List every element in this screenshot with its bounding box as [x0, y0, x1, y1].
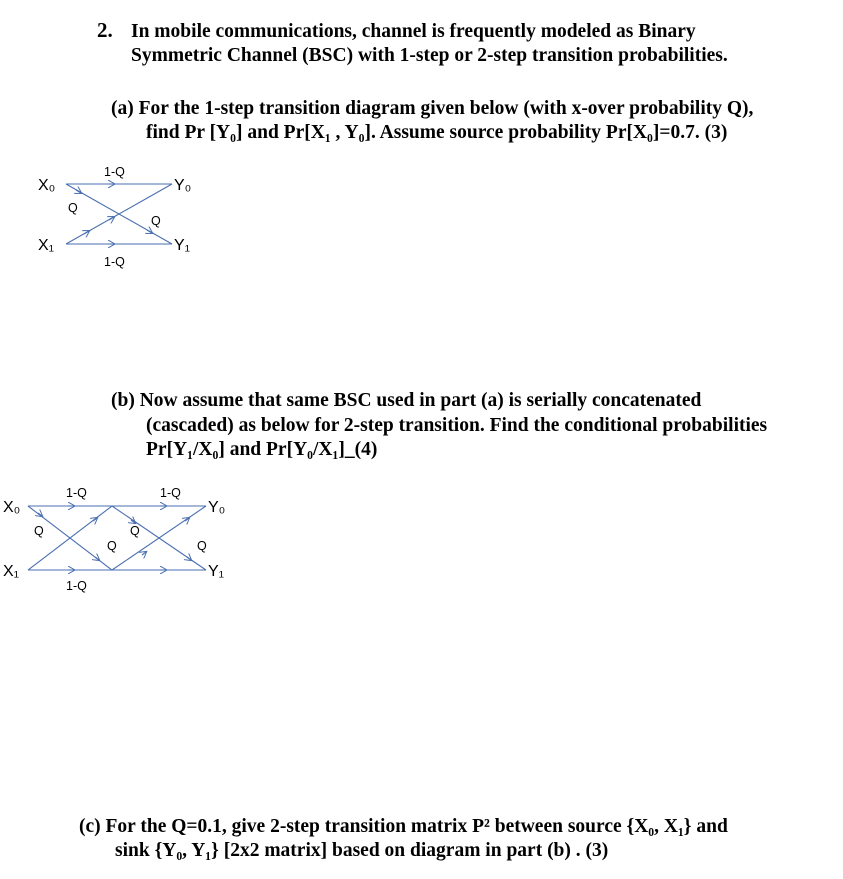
diagram-b-label-s2-cross-a: Q — [130, 524, 140, 538]
part-a-line-1: (a) For the 1-step transition diagram given below (with x-over probability Q), — [111, 98, 754, 119]
diagram-b-node-y1: Y₁ — [208, 563, 225, 580]
part-b-line-3: Pr[Y₁/X₀] and Pr[Y₀/X₁]_(4) — [146, 439, 378, 460]
diagram-a-label-top: 1-Q — [104, 165, 125, 179]
diagram-b-node-x0: X₀ — [3, 499, 21, 516]
diagram-b-label-s1-cross-b: Q — [107, 539, 117, 553]
part-b-line-2: (cascaded) as below for 2-step transition. Find the conditional probabilities — [146, 415, 768, 436]
diagram-b-node-y0: Y₀ — [208, 499, 226, 516]
part-a-line-2: find Pr [Y₀] and Pr[X₁ , Y₀]. Assume source probability Pr[X₀]=0.7. (3) — [146, 122, 728, 143]
diagram-a-node-y0: Y₀ — [174, 177, 192, 194]
diagram-b-label-s1-bottom: 1-Q — [66, 579, 87, 593]
diagram-a-node-y1: Y₁ — [174, 237, 191, 254]
diagram-b-label-s2-top: 1-Q — [160, 486, 181, 500]
part-c-line-1: (c) For the Q=0.1, give 2-step transition matrix P² between source {X₀, X₁} and — [79, 816, 728, 837]
question-number: 2. — [97, 18, 113, 42]
diagram-a-node-x1: X₁ — [38, 237, 55, 254]
part-b-line-1: (b) Now assume that same BSC used in part (a) is serially concatenated — [111, 390, 702, 411]
diagram-b-label-s1-top: 1-Q — [66, 486, 87, 500]
diagram-b-node-x1: X₁ — [3, 563, 20, 580]
diagram-a-label-cross-a: Q — [68, 201, 78, 215]
diagram-b-label-s2-cross-b: Q — [197, 539, 207, 553]
question-intro-line-1: In mobile communications, channel is frequently modeled as Binary — [131, 21, 696, 42]
diagram-a-label-cross-b: Q — [151, 214, 161, 228]
diagram-b-label-s1-cross-a: Q — [34, 524, 44, 538]
question-intro-line-2: Symmetric Channel (BSC) with 1-step or 2-step transition probabilities. — [131, 45, 728, 66]
diagram-a-node-x0: X₀ — [38, 177, 56, 194]
part-c-line-2: sink {Y₀, Y₁} [2x2 matrix] based on diagram in part (b) . (3) — [115, 840, 609, 861]
diagram-a-label-bottom: 1-Q — [104, 255, 125, 269]
